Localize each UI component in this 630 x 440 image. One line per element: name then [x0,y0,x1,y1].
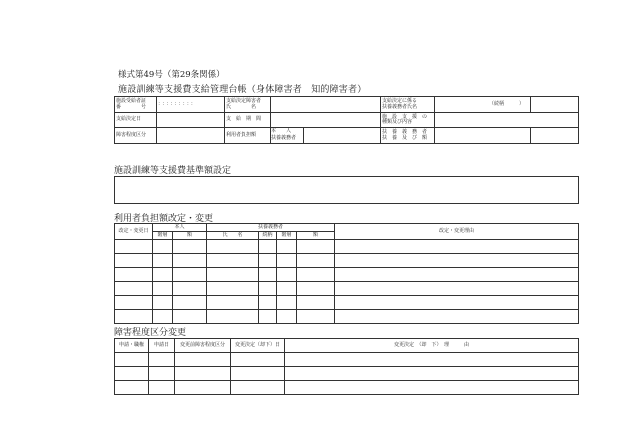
sub-amount2: 額 [297,232,335,240]
facility-label: 施 設 支 援 の 種類及び内容 [381,113,435,128]
sub-rank: 階層 [153,232,173,240]
col-apply: 申請・職権 [115,339,149,353]
table-row[interactable] [115,367,579,381]
disability-change-table [114,338,579,395]
col-before: 変更前障害程度区分 [175,339,231,353]
base-section-title: 施設訓練等支援費基準額設定 [114,166,232,176]
table-row[interactable] [115,268,579,282]
recipient-no-label: 施設受給者証 番 号 [115,97,157,113]
col-apply-date: 申請日 [149,339,175,353]
table-row[interactable] [115,282,579,296]
col-reason: 改定・変更理由 [335,224,579,240]
burden-label: 利用者負担額 [225,128,271,144]
dependent-field[interactable] [435,97,531,113]
decided-person-field[interactable] [271,97,381,113]
decided-person-label: 支給決定障害者 氏 名 [225,97,271,113]
burden-field[interactable] [304,128,380,143]
base-amount-box[interactable] [114,176,579,204]
header-table [114,96,579,144]
col-disability-reason: 変更決定 （却 下） 理 由 [285,339,579,353]
facility-field[interactable] [435,113,579,128]
table-row[interactable] [115,310,579,324]
col-decision: 変更決定（却下）日 [231,339,285,353]
col-date: 改定・変更日 [115,224,153,240]
sub-name: 氏 名 [207,232,259,240]
table-row[interactable] [115,381,579,395]
burden-change-table [114,223,579,324]
dependent-extra[interactable] [531,97,579,113]
disability-label: 障害程度区分 [115,128,157,144]
support-field[interactable] [435,128,531,144]
person-dependent-label: 本 人 扶養義務者 [271,128,381,144]
sub-amount: 額 [173,232,207,240]
table-row[interactable] [115,296,579,310]
table-row[interactable] [115,240,579,254]
col-person: 本人 [153,224,207,232]
period-label: 支 給 期 間 [225,113,271,128]
disability-section-title: 障害程度区分変更 [114,328,187,338]
col-dependent: 扶養義務者 [207,224,335,232]
disability-field[interactable] [157,128,225,144]
recipient-no-field[interactable]: ：：：：：：：：： [157,97,225,113]
decision-date-field[interactable] [157,113,225,128]
sub-relation: 続柄 [259,232,277,240]
support-label: 扶 養 義 務 者 扶 養 及 び 額 [381,128,435,144]
form-number: 様式第49号（第29条関係） [118,70,225,80]
burden-section-title: 利用者負担額改定・変更 [114,214,214,224]
table-row[interactable] [115,353,579,367]
relation-text: （続柄 ） [488,100,524,107]
dependent-label: 支給決定に係る 扶養義務者氏名 [381,97,435,113]
period-field[interactable] [271,113,381,128]
support-extra[interactable] [531,128,579,144]
page-title: 施設訓練等支援費支給管理台帳（身体障害者 知的障害者） [118,85,367,95]
decision-date-label: 支給決定日 [115,113,157,128]
table-row[interactable] [115,254,579,268]
sub-rank2: 階層 [277,232,297,240]
